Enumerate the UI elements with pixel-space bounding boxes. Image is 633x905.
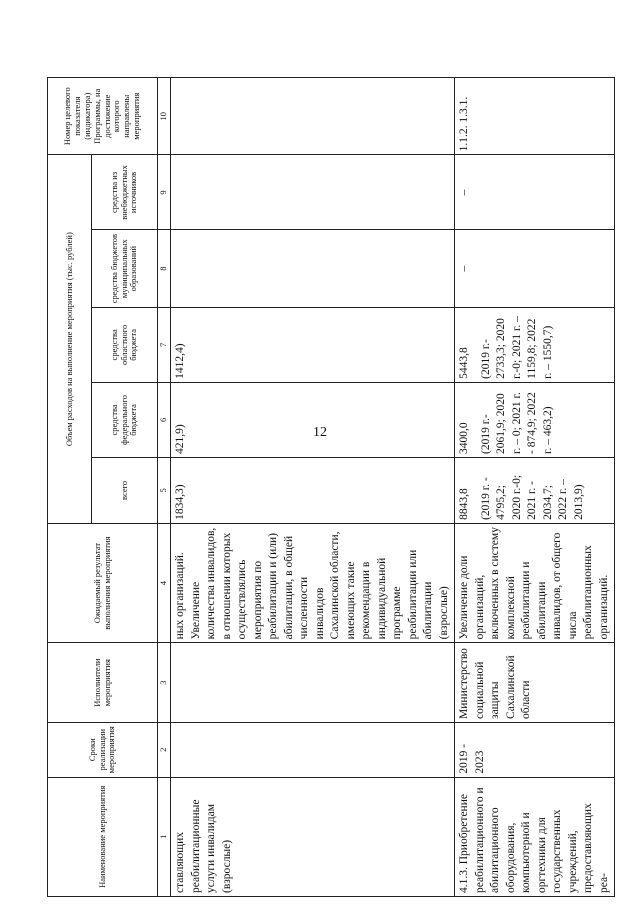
column-number: 9 (158, 155, 171, 230)
federal-cell: 421,9) (171, 382, 455, 457)
column-number: 3 (158, 643, 171, 723)
rotated-table-wrapper (47, 77, 610, 897)
total-breakdown: (2019 г. - 4795,2; 2020 г.-0; 2021 г. - 2034,7; 2022 г. – 2013,9) (479, 474, 585, 520)
municipal-cell: – (455, 230, 615, 307)
program-activities-table (47, 77, 615, 897)
indicator-cell: 1.1.2. 1.3.1. (455, 78, 615, 155)
header-indicator-number: Номер целевого показателя (индикатора) Программы, на достижение которого направлены мероприятия (48, 78, 158, 155)
header-federal-budget: средства федерального бюджета (92, 382, 158, 457)
executor-cell: Министерство социальной защиты Сахалинской области (455, 643, 615, 723)
municipal-cell (171, 230, 455, 307)
activity-name-cell: 4.1.3. Приобретение реабилитационного и абилитационного оборудования, компьютерной и оргтехники для государственных учреждений, предоставляющих реа- (455, 777, 615, 896)
expected-result-cell: Увеличение доли организаций, включенных в систему комплексной реабилитации и абилитации инвалидов, от общего числа реабилитационных организаций. (455, 523, 615, 642)
extrabudgetary-cell (171, 155, 455, 230)
header-total: всего (92, 457, 158, 523)
column-number: 5 (158, 457, 171, 523)
header-activity-name: Наименование мероприятия (48, 777, 158, 896)
header-municipal-budget: средства бюджетов муниципальных образований (92, 230, 158, 307)
regional-value: 5443,8 (458, 347, 471, 379)
header-extrabudgetary: средства из внебюджетных источников (92, 155, 158, 230)
page-number: 12 (313, 425, 327, 440)
expected-result-cell: ных организаций. Увеличение количества инвалидов, в отношении которых осуществлялись мероприятия по реабилитации и (или) абилитации, в общей численности инвалидов Сахалинской области, имеющих такие рекомендации в индивидуальной программе реабилитации или абилитации (взрослые) (171, 523, 455, 642)
executor-cell (171, 643, 455, 723)
column-number: 1 (158, 777, 171, 896)
term-cell: 2019 - 2023 (455, 722, 615, 777)
column-number-row (158, 78, 171, 897)
header-term: Сроки реализации мероприятия (48, 722, 158, 777)
table-row (171, 78, 455, 897)
column-number: 7 (158, 307, 171, 382)
extrabudgetary-cell: – (455, 155, 615, 230)
activity-name-cell: ставляющих реабилитационные услуги инвалидам (взрослые) (171, 777, 455, 896)
term-cell (171, 722, 455, 777)
total-cell (455, 457, 615, 523)
header-executors: Исполнители мероприятия (48, 643, 158, 723)
column-number: 4 (158, 523, 171, 642)
column-number: 2 (158, 722, 171, 777)
regional-cell (455, 307, 615, 382)
regional-breakdown: (2019 г.- 2733,3; 2020 г.-0; 2021 г. – 1159,8; 2022 г. – 1550,7) (479, 316, 554, 379)
column-number: 6 (158, 382, 171, 457)
federal-value: 3400,0 (458, 422, 471, 454)
header-expense-group: Объем расходов на выполнение мероприятия (тыс. рублей) (48, 155, 92, 524)
federal-cell (455, 382, 615, 457)
column-number: 10 (158, 78, 171, 155)
column-number: 8 (158, 230, 171, 307)
total-cell: 1834,3) (171, 457, 455, 523)
indicator-cell (171, 78, 455, 155)
total-value: 8843,8 (458, 488, 471, 520)
header-expected-result: Ожидаемый результат выполнения мероприятия (48, 523, 158, 642)
header-regional-budget: средства областного бюджета (92, 307, 158, 382)
table-row (455, 78, 615, 897)
regional-cell: 1412,4) (171, 307, 455, 382)
federal-breakdown: (2019 г.- 2061,9; 2020 г. – 0; 2021 г. - 874,9; 2022 г. – 463,2) (479, 392, 554, 454)
